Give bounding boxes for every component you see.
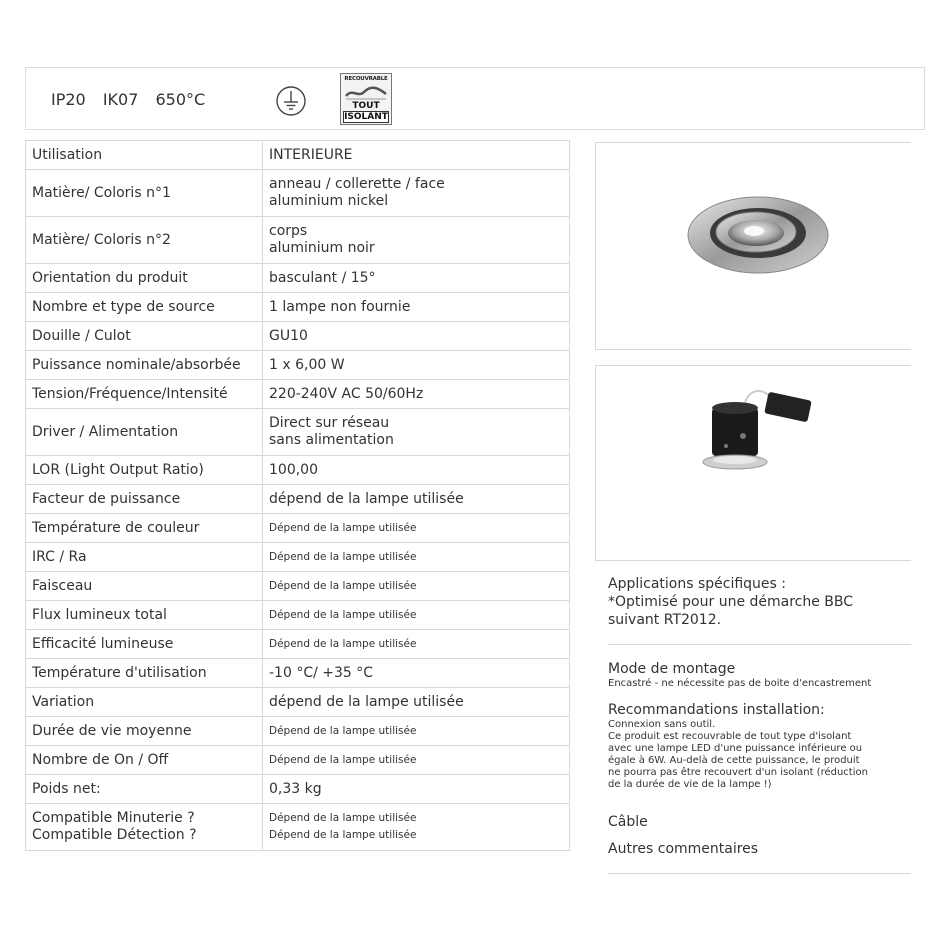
ip-rating: IP20 bbox=[51, 90, 86, 109]
spec-value bbox=[263, 170, 570, 217]
spec-value-line: Dépend de la lampe utilisée bbox=[269, 521, 417, 534]
spec-value bbox=[263, 141, 570, 170]
installation-title: Recommandations installation: bbox=[608, 702, 825, 718]
spec-label bbox=[26, 543, 263, 572]
spec-label-line: IRC / Ra bbox=[32, 548, 87, 565]
spec-row bbox=[26, 380, 570, 409]
spec-label-line: Durée de vie moyenne bbox=[32, 722, 192, 739]
spec-value-line: Direct sur réseau bbox=[269, 415, 390, 431]
spec-value-line: 0,33 kg bbox=[269, 780, 322, 797]
spec-label-line: Compatible Détection ? bbox=[32, 827, 197, 843]
spec-value-line: Dépend de la lampe utilisée bbox=[269, 579, 417, 592]
divider bbox=[608, 873, 911, 874]
spec-label bbox=[26, 293, 263, 322]
spec-value bbox=[263, 409, 570, 456]
ik-rating: IK07 bbox=[102, 90, 139, 109]
glow-wire-rating: 650°C bbox=[155, 90, 206, 109]
spec-value-line: Dépend de la lampe utilisée bbox=[269, 829, 417, 841]
installation-line1: Connexion sans outil. bbox=[608, 719, 716, 730]
spec-value-line: -10 °C/ +35 °C bbox=[269, 664, 374, 681]
spec-value bbox=[263, 264, 570, 293]
spec-label-line: Utilisation bbox=[32, 146, 103, 163]
spec-label bbox=[26, 572, 263, 601]
spec-value bbox=[263, 322, 570, 351]
spec-value-line: 1 x 6,00 W bbox=[269, 356, 345, 373]
spec-label bbox=[26, 601, 263, 630]
spec-value-line: Dépend de la lampe utilisée bbox=[269, 608, 417, 621]
spec-label bbox=[26, 170, 263, 217]
spec-row bbox=[26, 775, 570, 804]
spec-row bbox=[26, 264, 570, 293]
spec-row bbox=[26, 572, 570, 601]
spec-row bbox=[26, 170, 570, 217]
spec-row bbox=[26, 804, 570, 851]
spec-label bbox=[26, 804, 263, 851]
spec-value bbox=[263, 688, 570, 717]
spec-label-line: Orientation du produit bbox=[32, 269, 188, 286]
installation-line6: de la durée de vie de la lampe !) bbox=[608, 779, 772, 790]
spec-value bbox=[263, 456, 570, 485]
spec-value-line: Dépend de la lampe utilisée bbox=[269, 550, 417, 563]
spec-row bbox=[26, 688, 570, 717]
spec-label bbox=[26, 485, 263, 514]
spec-value bbox=[263, 217, 570, 264]
spec-label bbox=[26, 746, 263, 775]
spec-label bbox=[26, 514, 263, 543]
spec-value bbox=[263, 630, 570, 659]
spec-row bbox=[26, 717, 570, 746]
spec-value-line: Dépend de la lampe utilisée bbox=[269, 637, 417, 650]
installation-line3: avec une lampe LED d'une puissance inférieure ou bbox=[608, 743, 863, 754]
spec-value-line: INTERIEURE bbox=[269, 146, 353, 163]
installation-line2: Ce produit est recouvrable de tout type d'isolant bbox=[608, 731, 852, 742]
installation-line4: égale à 6W. Au-delà de cette puissance, le produit bbox=[608, 755, 860, 766]
spec-value-line: aluminium nickel bbox=[269, 193, 389, 209]
spec-row bbox=[26, 217, 570, 264]
applications-title: Applications spécifiques : bbox=[608, 576, 787, 592]
spec-label-line: Driver / Alimentation bbox=[32, 423, 179, 440]
spec-row bbox=[26, 659, 570, 688]
spec-label-line: Poids net: bbox=[32, 780, 101, 797]
comments-title: Autres commentaires bbox=[608, 841, 759, 857]
spec-value-line: anneau / collerette / face bbox=[269, 176, 445, 192]
spec-label-line: Température d'utilisation bbox=[32, 664, 207, 681]
spec-label-line: Flux lumineux total bbox=[32, 606, 167, 623]
divider bbox=[608, 644, 911, 645]
spec-label-line: Puissance nominale/absorbée bbox=[32, 356, 241, 373]
spec-label-line: Nombre et type de source bbox=[32, 298, 215, 315]
applications-line2: suivant RT2012. bbox=[608, 612, 722, 628]
applications-line1: *Optimisé pour une démarche BBC bbox=[608, 594, 854, 610]
installation-section bbox=[608, 701, 913, 791]
spec-value-line: GU10 bbox=[269, 327, 308, 344]
downlight-housing-icon bbox=[596, 366, 912, 562]
spec-value-line: 1 lampe non fournie bbox=[269, 298, 411, 315]
badge-top-text: RECOUVRABLE bbox=[344, 76, 388, 82]
spec-label bbox=[26, 659, 263, 688]
spec-value bbox=[263, 572, 570, 601]
spec-label-line: Nombre de On / Off bbox=[32, 751, 169, 768]
spec-label-line: LOR (Light Output Ratio) bbox=[32, 461, 204, 478]
downlight-front-icon bbox=[596, 143, 912, 351]
spec-label-line: Facteur de puissance bbox=[32, 490, 181, 507]
spec-value-line: corps bbox=[269, 223, 308, 239]
spec-label bbox=[26, 409, 263, 456]
spec-value-line: dépend de la lampe utilisée bbox=[269, 490, 464, 507]
ratings-header bbox=[25, 67, 925, 130]
cable-title: Câble bbox=[608, 814, 648, 830]
spec-label-line: Efficacité lumineuse bbox=[32, 635, 174, 652]
spec-label-line: Compatible Minuterie ? bbox=[32, 810, 195, 826]
spec-label bbox=[26, 141, 263, 170]
spec-value-line: basculant / 15° bbox=[269, 269, 376, 286]
spec-label-line: Variation bbox=[32, 693, 95, 710]
spec-row bbox=[26, 322, 570, 351]
spec-label bbox=[26, 351, 263, 380]
wave-icon bbox=[344, 84, 388, 100]
spec-value-line: Dépend de la lampe utilisée bbox=[269, 753, 417, 766]
spec-row bbox=[26, 601, 570, 630]
spec-row bbox=[26, 293, 570, 322]
installation-line5: ne pourra pas être recouvert d'un isolant (réduction bbox=[608, 767, 868, 778]
spec-label bbox=[26, 717, 263, 746]
spec-value-line: Dépend de la lampe utilisée bbox=[269, 724, 417, 737]
spec-label bbox=[26, 217, 263, 264]
spec-value bbox=[263, 659, 570, 688]
spec-label bbox=[26, 688, 263, 717]
spec-value bbox=[263, 601, 570, 630]
spec-label bbox=[26, 380, 263, 409]
spec-value-line: Dépend de la lampe utilisée bbox=[269, 812, 417, 824]
spec-row bbox=[26, 543, 570, 572]
spec-value bbox=[263, 804, 570, 851]
spec-value bbox=[263, 775, 570, 804]
spec-value bbox=[263, 351, 570, 380]
spec-value bbox=[263, 543, 570, 572]
spec-row bbox=[26, 351, 570, 380]
spec-value-line: dépend de la lampe utilisée bbox=[269, 693, 464, 710]
spec-value bbox=[263, 485, 570, 514]
spec-value-line: 220-240V AC 50/60Hz bbox=[269, 385, 424, 402]
spec-row bbox=[26, 141, 570, 170]
spec-label bbox=[26, 775, 263, 804]
spec-label bbox=[26, 264, 263, 293]
badge-line2: ISOLANT bbox=[344, 112, 388, 122]
spec-row bbox=[26, 514, 570, 543]
spec-row bbox=[26, 485, 570, 514]
spec-label-line: Douille / Culot bbox=[32, 327, 131, 344]
spec-row bbox=[26, 409, 570, 456]
spec-value bbox=[263, 514, 570, 543]
spec-value-line: 100,00 bbox=[269, 461, 318, 478]
spec-label-line: Matière/ Coloris n°2 bbox=[32, 231, 171, 248]
spec-label bbox=[26, 456, 263, 485]
spec-value bbox=[263, 746, 570, 775]
spec-label-line: Faisceau bbox=[32, 577, 93, 594]
montage-title: Mode de montage bbox=[608, 661, 736, 677]
spec-row bbox=[26, 746, 570, 775]
ratings-list bbox=[51, 90, 217, 109]
spec-label-line: Matière/ Coloris n°1 bbox=[32, 184, 171, 201]
spec-table bbox=[25, 140, 570, 851]
montage-section bbox=[608, 660, 913, 690]
spec-label bbox=[26, 630, 263, 659]
product-image-front bbox=[595, 142, 911, 350]
spec-value-line: aluminium noir bbox=[269, 240, 375, 256]
spec-value bbox=[263, 717, 570, 746]
badge-line1: TOUT bbox=[352, 101, 380, 111]
protective-earth-icon bbox=[275, 85, 307, 117]
insulation-coverable-badge bbox=[340, 73, 392, 125]
spec-value bbox=[263, 293, 570, 322]
spec-row bbox=[26, 456, 570, 485]
montage-text: Encastré - ne nécessite pas de boite d'encastrement bbox=[608, 678, 872, 689]
spec-label bbox=[26, 322, 263, 351]
product-image-housing bbox=[595, 365, 911, 561]
spec-label-line: Température de couleur bbox=[32, 519, 200, 536]
applications-section bbox=[608, 575, 913, 629]
spec-value bbox=[263, 380, 570, 409]
spec-label-line: Tension/Fréquence/Intensité bbox=[32, 385, 228, 402]
spec-row bbox=[26, 630, 570, 659]
spec-value-line: sans alimentation bbox=[269, 432, 394, 448]
